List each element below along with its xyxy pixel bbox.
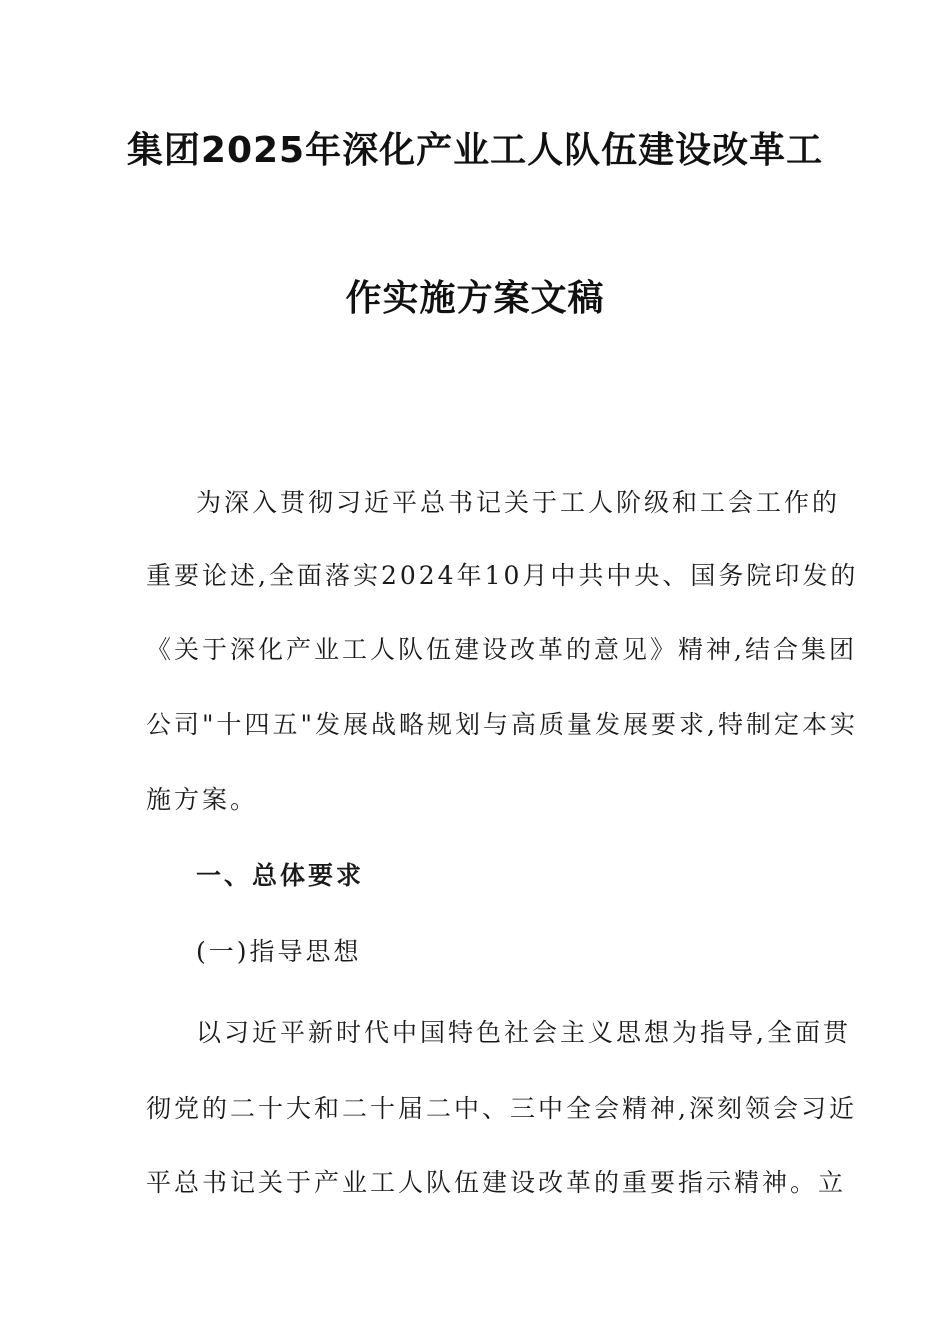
intro-paragraph-line-2: 重要论述,全面落实2024年10月中共中央、国务院印发的 — [146, 561, 859, 590]
document-title-line-1: 集团2025年深化产业工人队伍建设改革工 — [126, 130, 824, 171]
section-heading-overall-requirements: 一、总体要求 — [196, 861, 365, 890]
intro-paragraph-line-4: 公司"十四五"发展战略规划与高质量发展要求,特制定本实 — [146, 710, 858, 739]
guiding-paragraph-line-2: 彻党的二十大和二十届二中、三中全会精神,深刻领会习近 — [146, 1094, 857, 1123]
guiding-paragraph-line-1: 以习近平新时代中国特色社会主义思想为指导,全面贯 — [196, 1018, 851, 1047]
document-title-line-2: 作实施方案文稿 — [345, 278, 605, 319]
intro-paragraph-line-1: 为深入贯彻习近平总书记关于工人阶级和工会工作的 — [196, 488, 841, 517]
intro-paragraph-line-5: 施方案。 — [146, 785, 259, 814]
subsection-heading-guiding-ideology: (一)指导思想 — [196, 937, 362, 966]
intro-paragraph-line-3: 《关于深化产业工人队伍建设改革的意见》精神,结合集团 — [146, 635, 857, 664]
guiding-paragraph-line-3: 平总书记关于产业工人队伍建设改革的重要指示精神。立 — [146, 1168, 847, 1197]
